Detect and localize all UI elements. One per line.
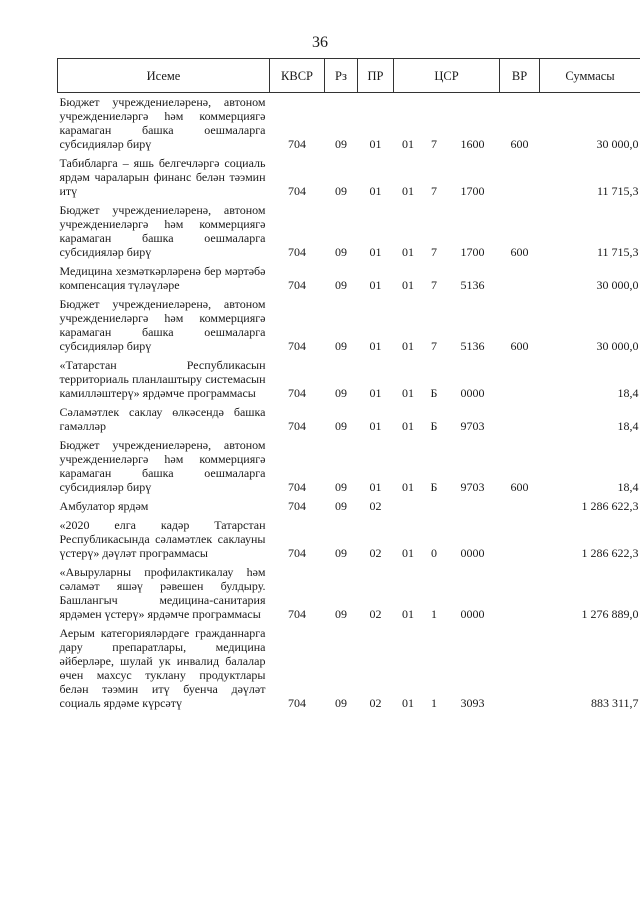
row-csr-program: 01 xyxy=(402,339,414,353)
row-name: «Татарстан Республикасын территориаль планлаштыру системасын камилләштерү» ярдәмче программасы xyxy=(59,358,266,400)
row-sum: 30 000,0 xyxy=(596,339,639,353)
row-csr-code: 1700 xyxy=(460,184,485,198)
row-csr-program: 01 xyxy=(402,419,414,433)
row-kvsr: 704 xyxy=(288,245,306,259)
row-rz: 09 xyxy=(335,278,347,292)
row-csr-code: 0000 xyxy=(460,607,485,621)
row-name: Амбулатор ярдәм xyxy=(59,499,149,513)
row-csr-subprogram: Б xyxy=(430,386,438,400)
page-number: 36 xyxy=(312,34,328,51)
row-vr xyxy=(500,497,540,516)
row-rz: 09 xyxy=(335,546,347,560)
header-rz: Рз xyxy=(325,59,358,93)
row-rz: 09 xyxy=(335,137,347,151)
row-name: «2020 елга кадәр Татарстан Республикасында сәламәтлек саклауны үстерү» дәүләт программасы xyxy=(59,518,266,560)
row-csr-code xyxy=(446,497,500,516)
table-row xyxy=(58,262,640,295)
row-sum: 883 311,7 xyxy=(590,696,639,710)
row-csr-code: 9703 xyxy=(460,480,485,494)
row-kvsr: 704 xyxy=(288,386,306,400)
row-rz: 09 xyxy=(335,480,347,494)
header-vr: ВР xyxy=(500,59,540,93)
header-name: Исеме xyxy=(58,59,270,93)
header-csr: ЦСР xyxy=(394,59,500,93)
row-csr-program: 01 xyxy=(402,480,414,494)
row-csr-subprogram: 1 xyxy=(431,607,437,621)
row-vr: 600 xyxy=(510,137,529,151)
row-pr: 02 xyxy=(369,499,382,513)
row-name: «Авыруларны профилактикалау һәм сәламәт яшәү рәвешен булдыру. Башлангыч медицина-санитария ярдәмен үстерү» ярдәмче программасы xyxy=(59,565,266,621)
table-row xyxy=(58,403,640,436)
row-csr-code: 0000 xyxy=(460,546,485,560)
row-kvsr: 704 xyxy=(288,480,306,494)
row-name: Сәламәтлек саклау өлкәсендә башка гамәлләр xyxy=(59,405,266,433)
row-kvsr: 704 xyxy=(288,696,306,710)
row-csr-code: 0000 xyxy=(460,386,485,400)
row-name: Табибларга – яшь белгечләргә социаль ярдәм чараларын финанс белән тәэмин итү xyxy=(59,156,266,198)
table-row xyxy=(58,93,640,155)
row-csr-code: 5136 xyxy=(460,339,485,353)
row-vr xyxy=(500,154,540,201)
row-rz: 09 xyxy=(335,499,347,513)
row-csr-subprogram xyxy=(423,497,446,516)
row-kvsr: 704 xyxy=(288,546,306,560)
row-csr-subprogram: 1 xyxy=(431,696,437,710)
row-vr xyxy=(500,624,540,713)
row-vr xyxy=(500,403,540,436)
row-vr xyxy=(500,262,540,295)
row-csr-code: 9703 xyxy=(460,419,485,433)
row-csr-subprogram: 7 xyxy=(431,245,437,259)
row-sum: 18,4 xyxy=(617,419,639,433)
row-rz: 09 xyxy=(335,607,347,621)
row-sum: 18,4 xyxy=(617,480,639,494)
row-pr: 02 xyxy=(369,607,382,621)
row-kvsr: 704 xyxy=(288,419,306,433)
row-sum: 30 000,0 xyxy=(596,278,639,292)
row-vr: 600 xyxy=(510,480,529,494)
row-csr-subprogram: Б xyxy=(430,480,438,494)
row-csr-subprogram: 7 xyxy=(431,339,437,353)
row-csr-program: 01 xyxy=(402,607,414,621)
row-kvsr: 704 xyxy=(288,184,306,198)
row-csr-subprogram: 7 xyxy=(431,278,437,292)
budget-table xyxy=(57,58,640,713)
row-pr: 01 xyxy=(369,137,382,151)
row-vr: 600 xyxy=(510,245,529,259)
row-vr xyxy=(500,563,540,624)
table-row xyxy=(58,154,640,201)
table-row xyxy=(58,295,640,356)
row-csr-code: 5136 xyxy=(460,278,485,292)
row-rz: 09 xyxy=(335,419,347,433)
row-pr: 01 xyxy=(369,386,382,400)
row-csr-code: 1700 xyxy=(460,245,485,259)
row-pr: 01 xyxy=(369,419,382,433)
row-csr-subprogram: 0 xyxy=(431,546,437,560)
row-pr: 02 xyxy=(369,546,382,560)
row-name: Аерым категорияләрдәге гражданнарга дару препаратлары, медицина әйберләре, шулай ук инвалид балалар өчен махсус туклану продуктлары белән тәэмин итү буенча дәүләт социаль ярдәме күрсәтү xyxy=(59,626,266,710)
table-body xyxy=(58,93,640,714)
table-row xyxy=(58,563,640,624)
table-row xyxy=(58,436,640,497)
row-sum: 1 286 622,3 xyxy=(581,499,639,513)
row-csr-program: 01 xyxy=(402,278,414,292)
row-csr-subprogram: 7 xyxy=(431,184,437,198)
row-sum: 11 715,3 xyxy=(596,245,639,259)
row-csr-code: 1600 xyxy=(460,137,485,151)
row-kvsr: 704 xyxy=(288,499,306,513)
row-kvsr: 704 xyxy=(288,339,306,353)
table-row xyxy=(58,201,640,262)
row-csr-program: 01 xyxy=(402,546,414,560)
row-pr: 01 xyxy=(369,184,382,198)
row-vr: 600 xyxy=(510,339,529,353)
row-pr: 02 xyxy=(369,696,382,710)
row-csr-program xyxy=(394,497,423,516)
row-csr-code: 3093 xyxy=(460,696,485,710)
header-pr: ПР xyxy=(358,59,394,93)
header-sum: Суммасы xyxy=(540,59,640,93)
row-csr-program: 01 xyxy=(402,386,414,400)
row-name: Бюджет учреждениеләренә, автоном учреждениеләргә һәм коммерциягә карамаган башка оешмаларга субсидияләр бирү xyxy=(59,297,266,353)
row-csr-subprogram: 7 xyxy=(431,137,437,151)
row-pr: 01 xyxy=(369,278,382,292)
row-csr-program: 01 xyxy=(402,245,414,259)
row-sum: 1 276 889,0 xyxy=(581,607,639,621)
row-csr-subprogram: Б xyxy=(430,419,438,433)
row-sum: 30 000,0 xyxy=(596,137,639,151)
row-rz: 09 xyxy=(335,696,347,710)
header-kvsr: КВСР xyxy=(270,59,325,93)
row-kvsr: 704 xyxy=(288,137,306,151)
row-rz: 09 xyxy=(335,184,347,198)
row-rz: 09 xyxy=(335,339,347,353)
row-name: Медицина хезмәткәрләренә бер мәртәбә компенсация түләүләре xyxy=(59,264,266,292)
table-row xyxy=(58,516,640,563)
row-sum: 1 286 622,3 xyxy=(581,546,639,560)
table-row xyxy=(58,356,640,403)
row-name: Бюджет учреждениеләренә, автоном учреждениеләргә һәм коммерциягә карамаган башка оешмаларга субсидияләр бирү xyxy=(59,203,266,259)
row-kvsr: 704 xyxy=(288,607,306,621)
table-row xyxy=(58,497,640,516)
table-row xyxy=(58,624,640,713)
row-sum: 11 715,3 xyxy=(596,184,639,198)
row-vr xyxy=(500,356,540,403)
row-sum: 18,4 xyxy=(617,386,639,400)
row-rz: 09 xyxy=(335,245,347,259)
row-csr-program: 01 xyxy=(402,137,414,151)
row-csr-program: 01 xyxy=(402,184,414,198)
row-name: Бюджет учреждениеләренә, автоном учреждениеләргә һәм коммерциягә карамаган башка оешмаларга субсидияләр бирү xyxy=(59,438,266,494)
row-pr: 01 xyxy=(369,480,382,494)
row-kvsr: 704 xyxy=(288,278,306,292)
row-pr: 01 xyxy=(369,245,382,259)
row-vr xyxy=(500,516,540,563)
row-name: Бюджет учреждениеләренә, автоном учреждениеләргә һәм коммерциягә карамаган башка оешмаларга субсидияләр бирү xyxy=(59,95,266,151)
table-header-row xyxy=(58,59,640,93)
row-pr: 01 xyxy=(369,339,382,353)
row-rz: 09 xyxy=(335,386,347,400)
row-csr-program: 01 xyxy=(402,696,414,710)
